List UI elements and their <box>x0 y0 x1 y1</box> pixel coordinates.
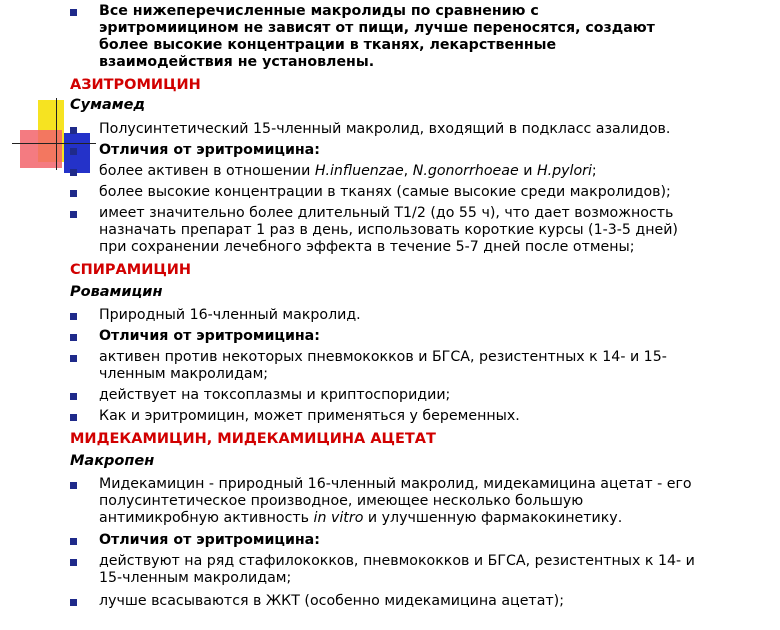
bullet-icon <box>70 211 77 218</box>
spira-item-4: действует на токсоплазмы и криптоспоридии; <box>99 387 451 403</box>
organism-name: H.influenzae <box>314 163 404 179</box>
intro-line-2: эритромиицином не зависят от пищи, лучше переносятся, создают <box>99 20 655 36</box>
spira-item-2: Отличия от эритромицина: <box>99 328 320 344</box>
azithro-item-1: Полусинтетический 15-членный макролид, входящий в подкласс азалидов. <box>99 121 671 137</box>
bullet-icon <box>70 169 77 176</box>
bullet-icon <box>70 148 77 155</box>
text: и <box>518 163 537 179</box>
spira-item-1: Природный 16-членный макролид. <box>99 307 361 323</box>
azithro-item-4: более высокие концентрации в тканях (самые высокие среди макролидов); <box>99 184 671 200</box>
azithro-item-5-line-2: назначать препарат 1 раз в день, использовать короткие курсы (1-3-5 дней) <box>99 222 678 238</box>
decorative-vertical-line <box>56 98 57 170</box>
heading-azithromycin: АЗИТРОМИЦИН <box>70 77 201 93</box>
decorative-blue-square <box>64 133 90 173</box>
mideca-item-1-line-1: Мидекамицин - природный 16-членный макролид, мидекамицина ацетат - его <box>99 476 692 492</box>
intro-line-3: более высокие концентрации в тканях, лекарственные <box>99 37 557 53</box>
mideca-item-3-line-1: действуют на ряд стафилококков, пневмококков и БГСА, резистентных к 14- и <box>99 553 695 569</box>
heading-spiramycin: СПИРАМИЦИН <box>70 262 192 278</box>
intro-line-4: взаимодействия не установлены. <box>99 54 375 70</box>
spira-item-3-line-2: членным макролидам; <box>99 366 269 382</box>
bullet-icon <box>70 190 77 197</box>
organism-name: N.gonorrhoeae <box>412 163 519 179</box>
text: , <box>403 163 413 179</box>
trade-name-macropen: Макропен <box>70 453 155 469</box>
bullet-icon <box>70 599 77 606</box>
bullet-icon <box>70 482 77 489</box>
intro-line-1: Все нижеперечисленные макролиды по сравнению с <box>99 3 539 19</box>
bullet-icon <box>70 9 77 16</box>
bullet-icon <box>70 313 77 320</box>
spira-item-5: Как и эритромицин, может применяться у беременных. <box>99 408 520 424</box>
bullet-icon <box>70 414 77 421</box>
text: и улучшенную фармакокинетику. <box>363 510 623 526</box>
heading-midecamycin: МИДЕКАМИЦИН, МИДЕКАМИЦИНА АЦЕТАТ <box>70 431 436 447</box>
bullet-icon <box>70 538 77 545</box>
text: более активен в отношении <box>99 163 315 179</box>
bullet-icon <box>70 355 77 362</box>
spira-item-3-line-1: активен против некоторых пневмококков и БГСА, резистентных к 14- и 15- <box>99 349 667 365</box>
decorative-horizontal-line <box>12 143 96 144</box>
mideca-item-1-line-3 <box>99 510 622 526</box>
trade-name-sumamed: Сумамед <box>70 97 146 113</box>
organism-name: H.pylori <box>536 163 592 179</box>
azithro-item-3 <box>99 163 597 179</box>
mideca-item-1-line-2: полусинтетическое производное, имеющее несколько большую <box>99 493 584 509</box>
bullet-icon <box>70 393 77 400</box>
mideca-item-3-line-2: 15-членным макролидам; <box>99 570 292 586</box>
bullet-icon <box>70 127 77 134</box>
azithro-item-5-line-1: имеет значительно более длительный Т1/2 (до 55 ч), что дает возможность <box>99 205 674 221</box>
mideca-item-4: лучше всасываются в ЖКТ (особенно мидекамицина ацетат); <box>99 593 564 609</box>
mideca-item-2: Отличия от эритромицина: <box>99 532 320 548</box>
bullet-icon <box>70 334 77 341</box>
text: ; <box>591 163 597 179</box>
bullet-icon <box>70 559 77 566</box>
azithro-item-2: Отличия от эритромицина: <box>99 142 320 158</box>
trade-name-rovamycin: Ровамицин <box>70 284 163 300</box>
latin-term: in vitro <box>313 510 364 526</box>
text: антимикробную активность <box>99 510 314 526</box>
azithro-item-5-line-3: при сохранении лечебного эффекта в течение 5-7 дней после отмены; <box>99 239 635 255</box>
